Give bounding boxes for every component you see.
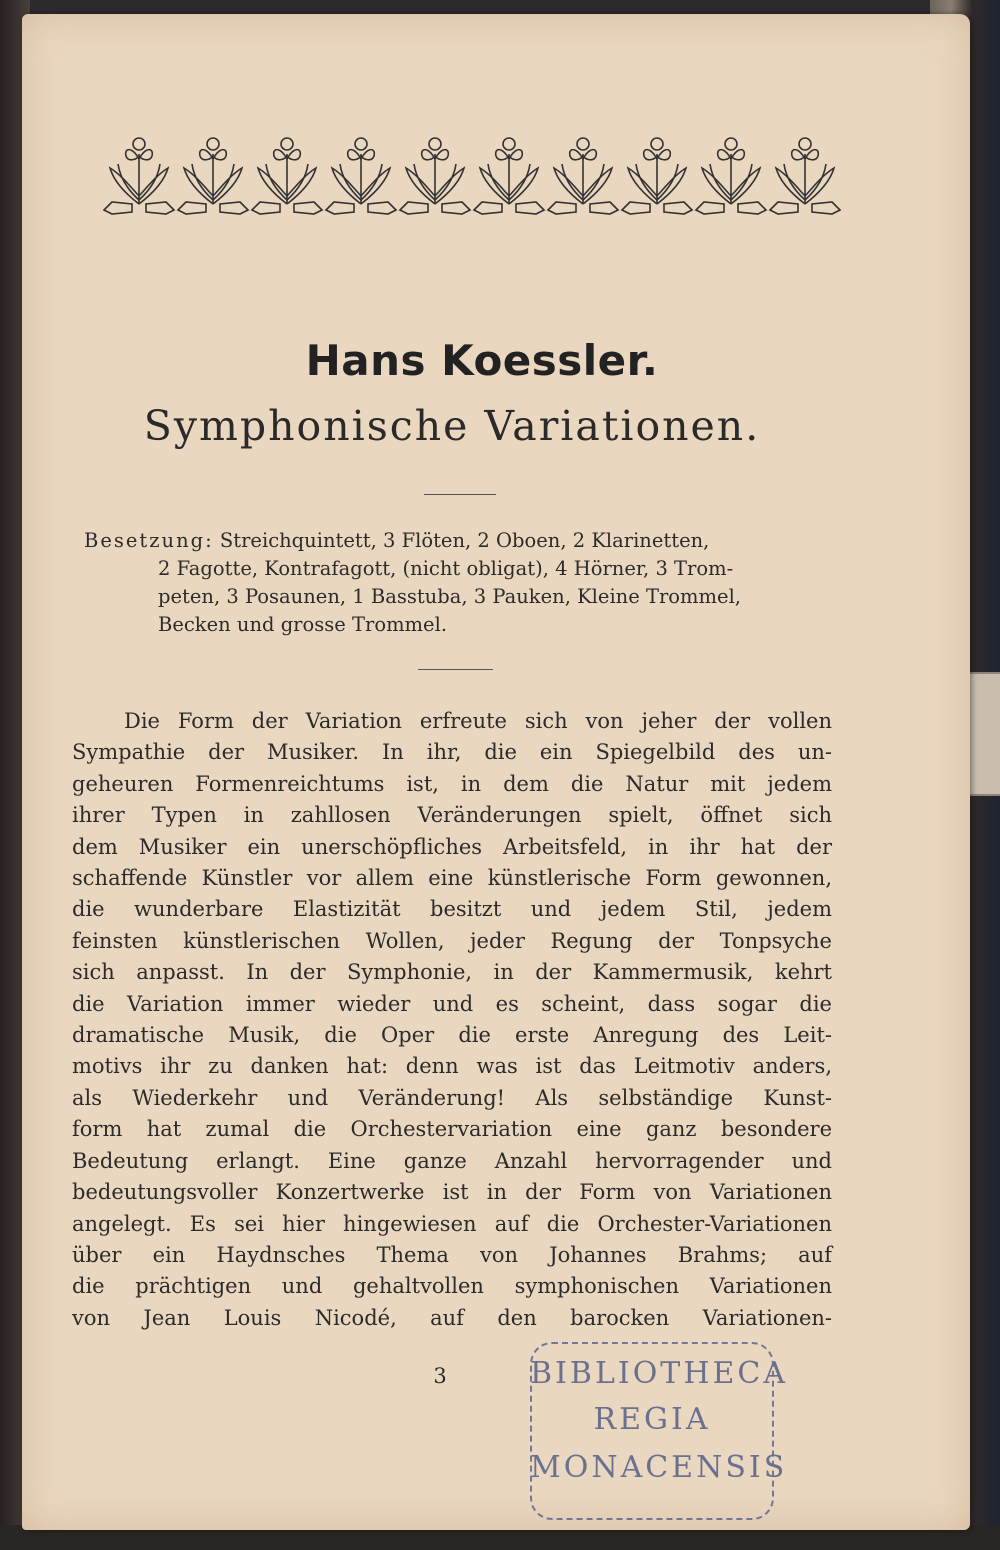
instrumentation-line: 2 Fagotte, Kontrafagott, (nicht obligat), 4 Hörner, 3 Trom- xyxy=(158,557,734,580)
text-line: über ein Haydnsches Thema von Johannes Brahms; auf xyxy=(72,1242,832,1267)
text-line: motivs ihr zu danken hat: denn was ist das Leitmotiv anders, xyxy=(72,1054,832,1079)
body-paragraph xyxy=(72,706,832,1334)
text-line: dramatische Musik, die Oper die erste Anregung des Leit- xyxy=(72,1023,832,1048)
text-line: form hat zumal die Orchestervariation eine ganz besondere xyxy=(72,1117,832,1142)
book-page xyxy=(22,14,970,1530)
author-heading: Hans Koessler. xyxy=(305,336,659,385)
text-line: die prächtigen und gehaltvollen symphonischen Variationen xyxy=(72,1274,832,1299)
ornament-motif xyxy=(622,138,692,214)
instrumentation-label: Besetzung: xyxy=(84,529,214,552)
text-line: Bedeutung erlangt. Eine ganze Anzahl hervorragender und xyxy=(72,1148,832,1173)
text-line: bedeutungsvoller Konzertwerke ist in der Form von Variationen xyxy=(72,1180,832,1205)
instrumentation-line: Becken und grosse Trommel. xyxy=(158,613,448,636)
text-line: Sympathie der Musiker. In ihr, die ein Spiegelbild des un- xyxy=(72,740,832,765)
ornament-motif xyxy=(400,138,470,214)
instrumentation-line: Streichquintett, 3 Flöten, 2 Oboen, 2 Klarinetten, xyxy=(219,529,710,552)
text-line: ihrer Typen in zahllosen Veränderungen spielt, öffnet sich xyxy=(72,803,832,828)
ornament-motif xyxy=(696,138,766,214)
ornament-motif xyxy=(474,138,544,214)
page-number: 3 xyxy=(433,1364,447,1388)
divider-rule xyxy=(424,494,496,495)
ornament-motif xyxy=(326,138,396,214)
work-title: Symphonische Variationen. xyxy=(143,402,761,450)
ornament-motif xyxy=(548,138,618,214)
text-line: von Jean Louis Nicodé, auf den barocken Variationen- xyxy=(72,1305,832,1330)
text-line: feinsten künstlerischen Wollen, jeder Regung der Tonpsyche xyxy=(72,928,832,953)
stamp-text: REGIA xyxy=(593,1402,711,1437)
ornament-motif xyxy=(252,138,322,214)
floral-ornament-band xyxy=(102,134,842,219)
instrumentation-line: peten, 3 Posaunen, 1 Basstuba, 3 Pauken, Kleine Trommel, xyxy=(158,585,742,608)
text-line: die wunderbare Elastizität besitzt und jedem Stil, jedem xyxy=(72,897,832,922)
text-line: dem Musiker ein unerschöpfliches Arbeitsfeld, in ihr hat der xyxy=(72,834,832,859)
text-line: geheuren Formenreichtums ist, in dem die Natur mit jedem xyxy=(72,771,832,796)
stamp-text: MONACENSIS xyxy=(530,1450,788,1485)
ornament-motif xyxy=(104,138,174,214)
text-line: angelegt. Es sei hier hingewiesen auf die Orchester-Variationen xyxy=(72,1211,832,1236)
divider-rule xyxy=(418,669,493,670)
ornament-motif xyxy=(770,138,840,214)
text-line: Die Form der Variation erfreute sich von jeher der vollen xyxy=(124,709,832,733)
text-line: sich anpasst. In der Symphonie, in der Kammermusik, kehrt xyxy=(72,960,832,985)
library-stamp xyxy=(530,1342,788,1520)
instrumentation-paragraph xyxy=(84,527,844,639)
text-line: als Wiederkehr und Veränderung! Als selbständige Kunst- xyxy=(72,1085,832,1110)
text-line: die Variation immer wieder und es scheint, dass sogar die xyxy=(72,991,832,1016)
ornament-motif xyxy=(178,138,248,214)
stamp-text: BIBLIOTHECA xyxy=(530,1356,788,1391)
text-line: schaffende Künstler vor allem eine künstlerische Form gewonnen, xyxy=(72,866,832,891)
